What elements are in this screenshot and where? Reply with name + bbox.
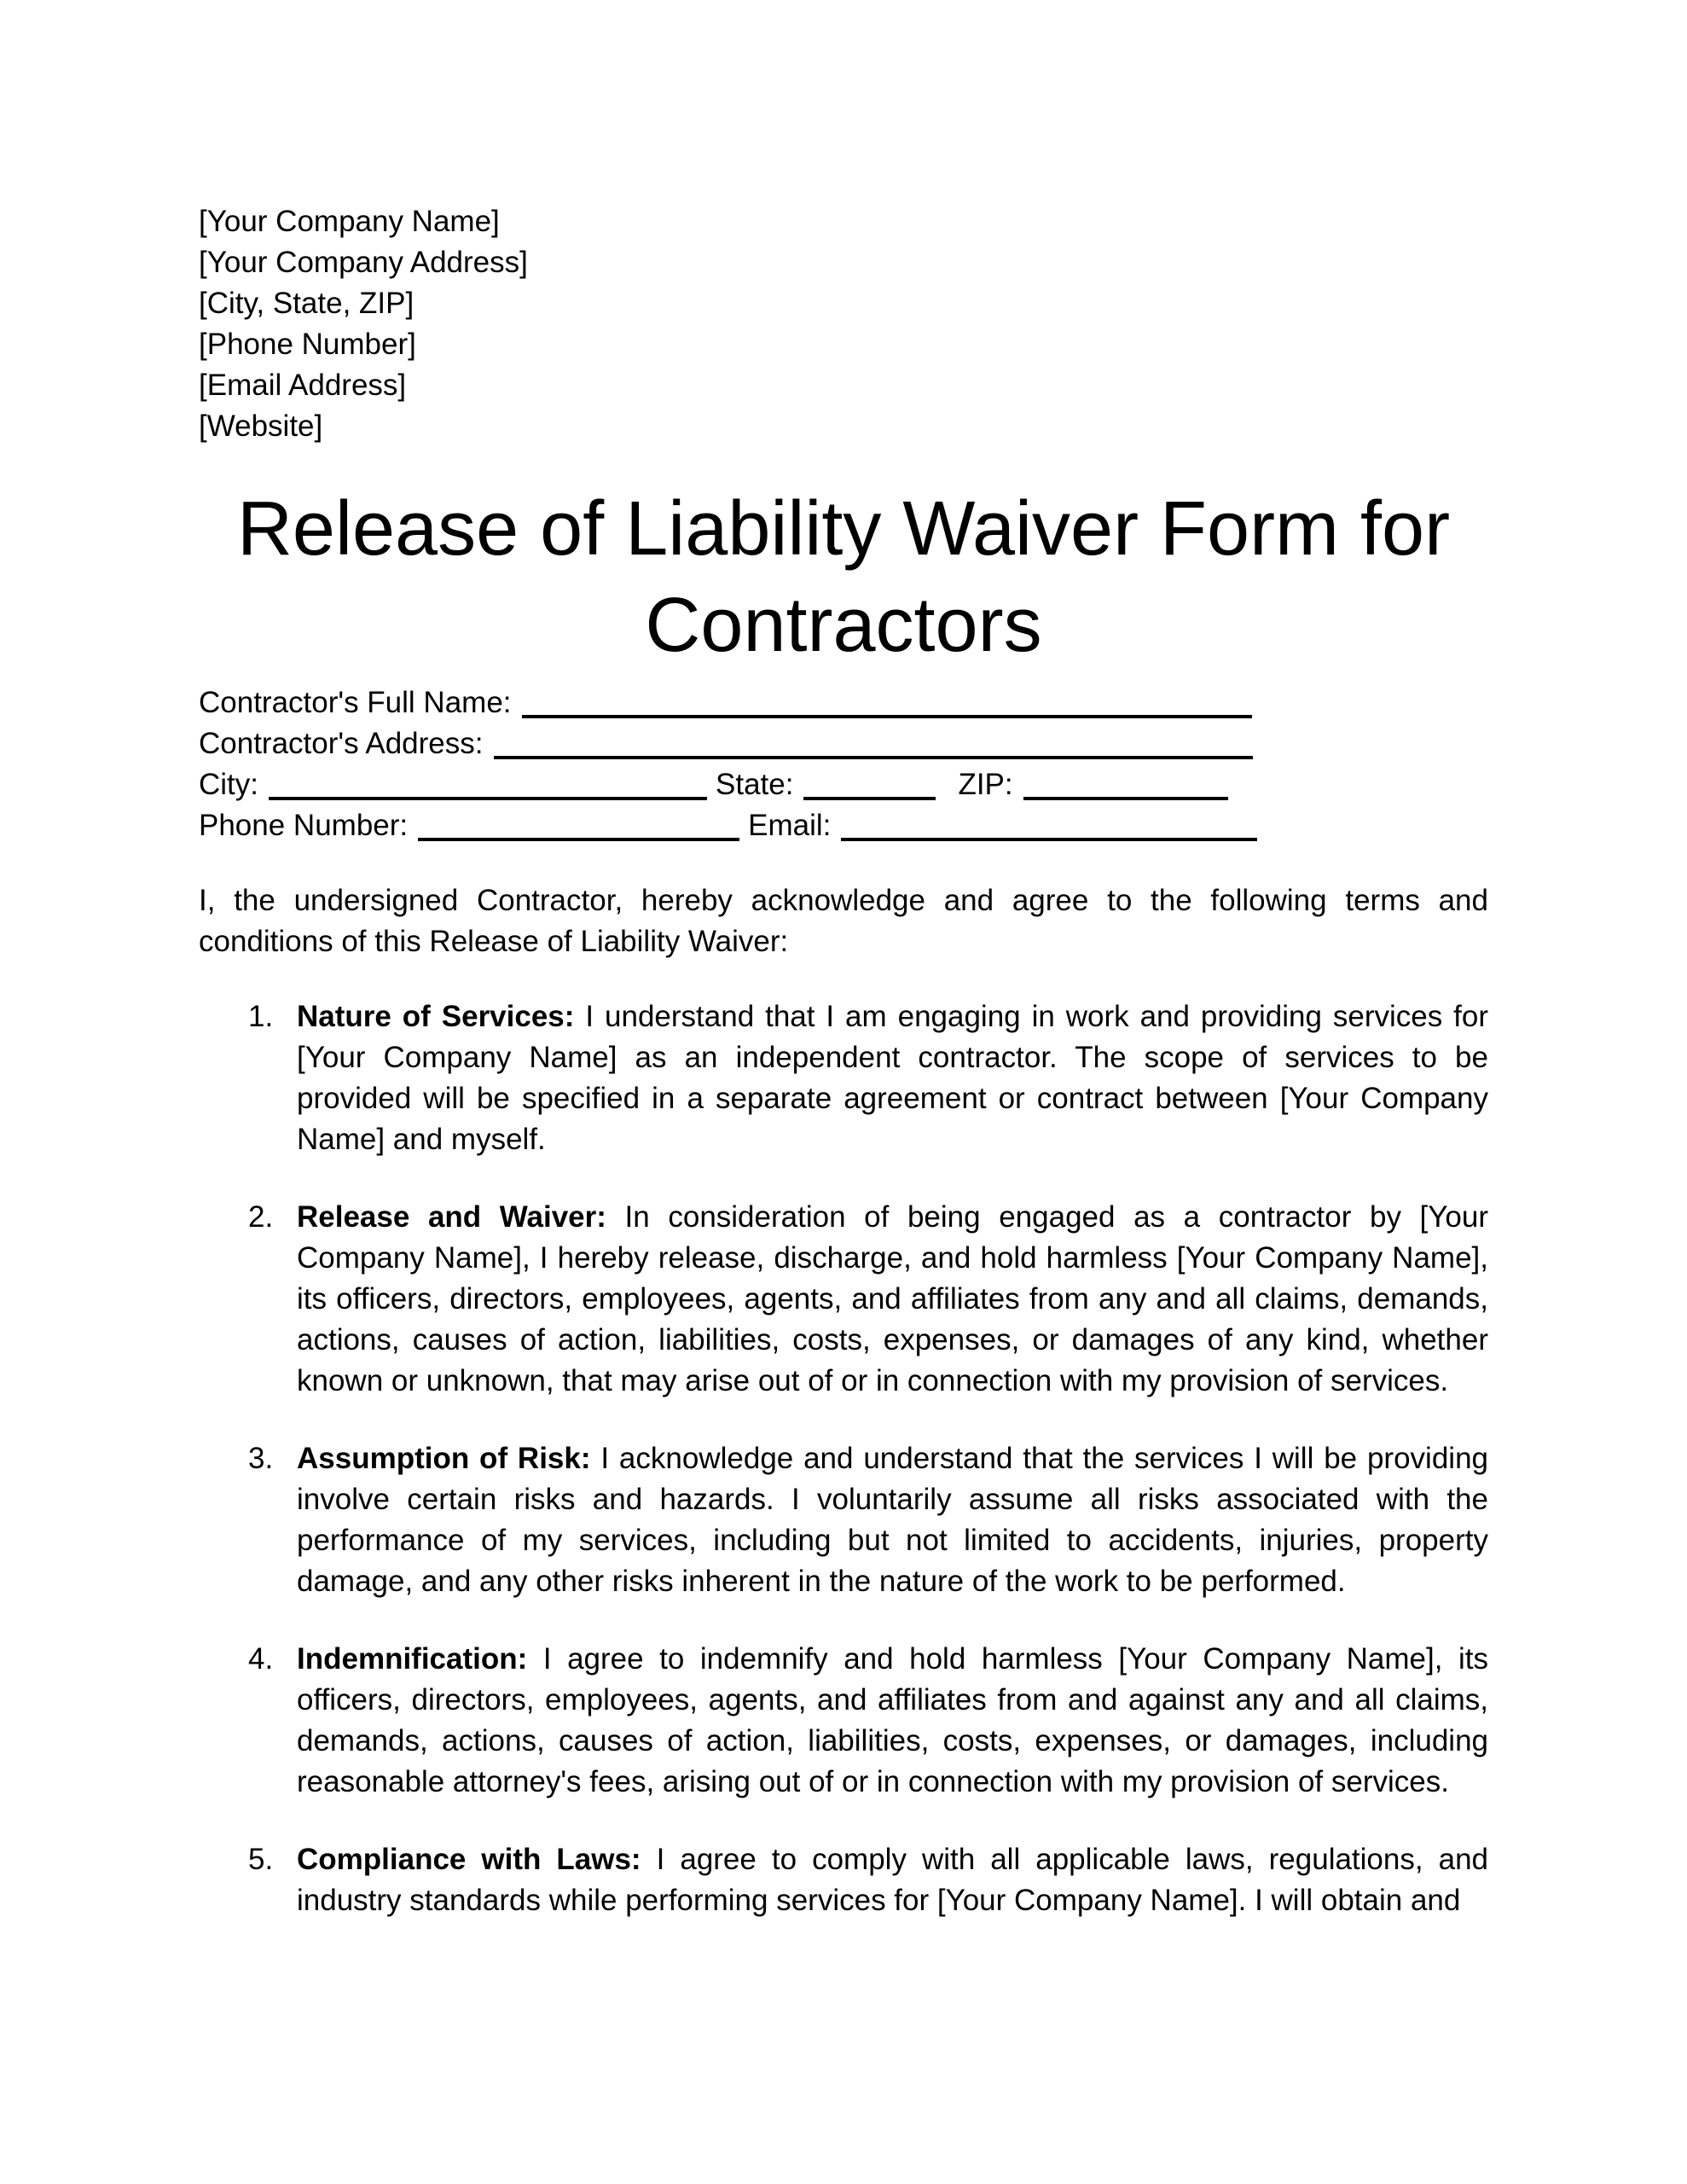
term-body: I agree to comply with all applicable laws, regulations, and industry standards while performing services for [Your Company Name]. I will obtain and [297,1843,1488,1917]
term-body: I acknowledge and understand that the services I will be providing involve certain risks and hazards. I voluntarily assume all risks associated with the performance of my services, including but not limited to accidents, injuries, property damage, and any other risks inherent in the nature of the work to be performed. [297,1442,1488,1598]
term-text [297,996,1488,1160]
term-number: 1. [248,1000,274,1033]
company-email-placeholder: [Email Address] [199,369,407,402]
zip-label: ZIP: [958,768,1013,801]
term-number: 3. [248,1442,274,1475]
term-title: Compliance with Laws: [297,1843,641,1876]
term-title: Release and Waiver: [297,1200,606,1234]
term-body: I understand that I am engaging in work and providing services for [Your Company Name] as an independent contractor. The scope of services to be provided will be specified in a separate agreement or contract between [Your Company Name] and myself. [297,1000,1488,1156]
term-item-indemnification [199,1639,1488,1803]
company-name-placeholder: [Your Company Name] [199,205,500,238]
phone-email-row [199,805,1488,846]
full-name-row [199,682,1488,723]
term-text [297,1438,1488,1602]
address-blank-field[interactable] [494,756,1253,759]
zip-blank-field[interactable] [1023,797,1228,800]
term-text [297,1839,1488,1921]
state-label: State: [716,768,794,801]
intro-paragraph: I, the undersigned Contractor, hereby acknowledge and agree to the following terms and conditions of this Release of Liability Waiver: [199,884,1488,958]
phone-blank-field[interactable] [418,838,739,841]
state-blank-field[interactable] [803,797,936,800]
term-text [297,1639,1488,1803]
company-phone-placeholder: [Phone Number] [199,328,416,361]
term-item-compliance-with-laws [199,1839,1488,1921]
full-name-label: Contractor's Full Name: [199,686,512,719]
address-label: Contractor's Address: [199,727,484,760]
page-title: Release of Liability Waiver Form for Contractors [236,486,1451,668]
term-number: 5. [248,1843,274,1876]
terms-list [199,996,1488,1921]
full-name-blank-field[interactable] [522,715,1252,718]
city-blank-field[interactable] [269,797,707,800]
company-info-block [199,201,1488,447]
city-label: City: [199,768,258,801]
term-text [297,1197,1488,1402]
term-number: 2. [248,1200,274,1234]
term-body: In consideration of being engaged as a contractor by [Your Company Name], I hereby release, discharge, and hold harmless [Your Company Name], its officers, directors, employees, agents, and affiliates from any and all claims, demands, actions, causes of action, liabilities, costs, expenses, or damages of any kind, whether known or unknown, that may arise out of or in connection with my provision of services. [297,1200,1488,1397]
company-website-placeholder: [Website] [199,410,323,443]
term-number: 4. [248,1642,274,1676]
term-item-nature-of-services [199,996,1488,1160]
term-title: Assumption of Risk: [297,1442,591,1475]
phone-label: Phone Number: [199,809,409,842]
email-label: Email: [748,809,832,842]
email-blank-field[interactable] [841,838,1257,841]
term-title: Indemnification: [297,1642,528,1676]
company-address-placeholder: [Your Company Address] [199,246,528,279]
city-state-zip-row [199,764,1488,805]
address-row [199,723,1488,764]
company-city-state-zip-placeholder: [City, State, ZIP] [199,287,415,320]
term-item-release-and-waiver [199,1197,1488,1402]
contractor-info-form [199,682,1488,846]
term-title: Nature of Services: [297,1000,575,1033]
term-item-assumption-of-risk [199,1438,1488,1602]
term-body: I agree to indemnify and hold harmless [Your Company Name], its officers, directors, employees, agents, and affiliates from and against any and all claims, demands, actions, causes of action, liabilities, costs, expenses, or damages, including reasonable attorney's fees, arising out of or in connection with my provision of services. [297,1642,1488,1798]
